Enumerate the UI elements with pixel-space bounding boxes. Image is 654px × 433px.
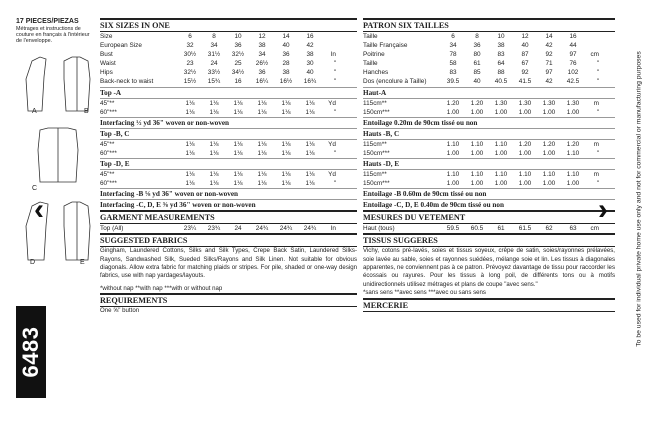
row-label: Poitrine [363, 51, 385, 59]
view-c-drawing [30, 126, 86, 186]
table-cell: 1⅛ [233, 180, 243, 188]
table-row [363, 108, 615, 117]
row-label: 150cm*** [363, 180, 390, 188]
table-cell: 32½ [231, 51, 245, 59]
view-label-a: A [32, 108, 37, 115]
table-row [363, 224, 615, 233]
table-cell: 14 [282, 33, 290, 40]
table-cell: 92 [545, 51, 553, 59]
unit-cell: " [596, 69, 599, 77]
table-cell: 1⅛ [185, 170, 195, 178]
top-bc-heading: Top -B, C [100, 128, 357, 140]
table-cell: 16¼ [255, 78, 269, 86]
unit-cell: In [330, 225, 336, 233]
table-cell: 1.00 [446, 108, 460, 116]
table-cell: 1⅛ [305, 180, 315, 188]
unit-cell: Yd [328, 140, 336, 148]
row-label: 45"** [100, 170, 115, 178]
suggested-fabrics-heading: SUGGESTED FABRICS [100, 233, 357, 247]
view-label-d: D [30, 259, 36, 266]
nap-legend: *without nap **with nap ***with or without nap [100, 284, 223, 292]
table-row [363, 77, 615, 86]
table-cell: 6 [188, 33, 192, 40]
row-label: Dos (encolure à Taille) [363, 78, 427, 86]
table-cell: 40 [306, 69, 314, 77]
unit-cell: Yd [328, 170, 336, 178]
table-cell: 1⅛ [257, 180, 267, 188]
table-cell: 1⅛ [257, 170, 267, 178]
unit-cell: " [596, 108, 599, 116]
sizes-heading: SIX SIZES IN ONE [100, 18, 357, 32]
table-cell: 63 [569, 225, 577, 233]
table-cell: 1.10 [446, 140, 460, 148]
table-row [100, 50, 357, 59]
table-cell: 34 [210, 42, 218, 50]
row-label: Bust [100, 51, 113, 59]
table-cell: 30½ [183, 51, 197, 59]
table-row [363, 32, 615, 41]
table-cell: 67 [521, 60, 529, 68]
table-cell: 23 [186, 60, 194, 68]
table-row [100, 77, 357, 86]
unit-cell: In [330, 51, 336, 59]
table-cell: 24¾ [255, 225, 269, 233]
row-label: 60"*** [100, 180, 117, 188]
table-cell: 1⅛ [185, 140, 195, 148]
row-label: Taille [363, 60, 378, 68]
table-cell: 1.10 [494, 170, 508, 178]
interfacing-a: Interfacing ½ yd 36" woven or non-woven [100, 117, 357, 128]
table-row [363, 50, 615, 59]
table-cell: 1⅛ [185, 99, 195, 107]
table-cell: 28 [282, 60, 290, 68]
table-cell: 1.00 [542, 108, 556, 116]
interfacing-cde: Interfacing -C, D, E ⅜ yd 36" woven or non-woven [100, 199, 357, 210]
table-cell: 1⅛ [281, 108, 291, 116]
row-label: 115cm** [363, 140, 387, 148]
table-cell: 58 [449, 60, 457, 68]
prev-image-button[interactable]: ‹ [34, 193, 44, 226]
row-label: 115cm** [363, 99, 387, 107]
unit-cell: m [593, 99, 599, 107]
table-cell: 1.20 [470, 99, 484, 107]
garment-measurements-heading: GARMENT MEASUREMENTS [100, 210, 357, 224]
row-label: 60"*** [100, 149, 117, 157]
table-cell: 1⅛ [233, 99, 243, 107]
table-cell: 24¾ [279, 225, 293, 233]
table-cell: 31½ [207, 51, 221, 59]
table-row [100, 224, 357, 233]
table-cell: 60.5 [470, 225, 484, 233]
table-cell: 12 [521, 33, 529, 40]
view-label-b: B [84, 108, 89, 115]
table-cell: 16 [234, 78, 242, 86]
table-cell: 12 [258, 33, 266, 40]
table-cell: 1⅛ [257, 140, 267, 148]
sizes-table [100, 32, 357, 87]
table-cell: 92 [521, 69, 529, 77]
table-cell: 1.00 [518, 108, 532, 116]
sens-legend: *sans sens **avec sens ***avec ou sans sens [363, 289, 486, 297]
row-label: Waist [100, 60, 116, 68]
table-cell: 1.10 [470, 140, 484, 148]
table-cell: 24 [210, 60, 218, 68]
table-cell: 1.00 [446, 149, 460, 157]
unit-cell: " [596, 180, 599, 188]
unit-cell: " [333, 108, 336, 116]
top-de-heading: Top -D, E [100, 158, 357, 170]
row-label: Top (All) [100, 225, 124, 233]
table-cell: 44 [569, 42, 577, 50]
row-label: 150cm*** [363, 149, 390, 157]
table-cell: 83 [497, 51, 505, 59]
top-de-yardage [100, 170, 357, 188]
tissus-text: Vichy, cotons pré-lavés, soies et tissus soyeux, crêpe de satin, soies/rayonnes prélavées, soie lavée au sable, soies et rayonnes suédées, mélange soie et lin. Les tissus à diagonales apparentes, ne conviennent pas à ce patron. Prévoyez davantage de tissu pour raccorder les écossais ou rayures. Pour les tissus à long poil, de différents tons ou à motifs unidirectionnels utilisez métrages et plans de coupe "avec sens." [363, 247, 615, 288]
haut-a-heading: Haut-A [363, 87, 615, 99]
row-label: 60"*** [100, 108, 117, 116]
next-image-button[interactable]: › [598, 193, 608, 226]
table-cell: 1.00 [470, 149, 484, 157]
unit-cell [585, 41, 599, 50]
table-cell: 1.10 [566, 170, 580, 178]
table-row [100, 59, 357, 68]
view-label-c: C [32, 185, 38, 192]
table-cell: 42.5 [566, 78, 580, 86]
table-cell: 1⅛ [305, 149, 315, 157]
haut-bc-metrage [363, 140, 615, 158]
table-row [363, 179, 615, 188]
table-cell: 38 [497, 42, 505, 50]
unit-cell: " [333, 149, 336, 157]
unit-cell: " [596, 149, 599, 157]
table-cell: 1⅛ [281, 99, 291, 107]
table-row [363, 99, 615, 108]
table-cell: 1⅛ [257, 108, 267, 116]
table-row [100, 108, 357, 117]
table-cell: 1⅛ [209, 149, 219, 157]
table-cell: 61 [473, 60, 481, 68]
garment-measurements [100, 224, 357, 233]
piece-count: 17 PIECES/PIEZAS [16, 18, 79, 25]
table-cell: 1.10 [542, 170, 556, 178]
table-cell: 15½ [183, 78, 197, 86]
table-cell: 1⅛ [257, 99, 267, 107]
mercerie-heading: MERCERIE [363, 298, 615, 312]
table-cell: 42 [545, 78, 553, 86]
haut-a-metrage [363, 99, 615, 117]
table-cell: 16¾ [303, 78, 317, 86]
table-row [100, 99, 357, 108]
table-cell: 10 [234, 33, 242, 40]
table-cell: 1.00 [494, 108, 508, 116]
table-cell: 1⅛ [305, 170, 315, 178]
table-cell: 34 [449, 42, 457, 50]
table-cell: 1.10 [470, 170, 484, 178]
pattern-number: 6483 [18, 326, 43, 378]
table-cell: 16½ [279, 78, 293, 86]
view-label-e: E [80, 259, 85, 266]
table-cell: 1.00 [542, 149, 556, 157]
table-cell: 16 [569, 33, 577, 40]
table-cell: 24 [234, 225, 242, 233]
table-cell: 40 [521, 42, 529, 50]
table-cell: 36 [473, 42, 481, 50]
table-cell: 1.00 [518, 149, 532, 157]
table-cell: 1⅛ [233, 140, 243, 148]
table-cell: 1⅛ [257, 149, 267, 157]
row-label: European Size [100, 42, 142, 50]
haut-bc-heading: Hauts -B, C [363, 128, 615, 140]
table-cell: 41.5 [518, 78, 532, 86]
table-cell: 61.5 [518, 225, 532, 233]
unit-cell: " [333, 78, 336, 86]
french-panel [363, 18, 615, 312]
table-cell: 39.5 [446, 78, 460, 86]
entoilage-b: Entoilage -B 0.60m de 90cm tissé ou non [363, 188, 615, 199]
table-cell: 62 [545, 225, 553, 233]
table-row [100, 149, 357, 158]
tailles-heading: PATRON SIX TAILLES [363, 18, 615, 32]
table-cell: 42 [545, 42, 553, 50]
table-cell: 36 [258, 69, 266, 77]
requirements-heading: REQUIREMENTS [100, 293, 357, 307]
unit-cell: " [596, 60, 599, 68]
table-cell: 30 [306, 60, 314, 68]
top-bc-yardage [100, 140, 357, 158]
haut-de-heading: Hauts -D, E [363, 158, 615, 170]
table-cell: 88 [497, 69, 505, 77]
top-a-heading: Top -A [100, 87, 357, 99]
suggested-fabrics-text: Gingham, Laundered Cottons, Silks and Silk Types, Crepe Back Satin, Laundered Silks-Rayons, Sandwashed Silk, Sueded Silks/Rayons and Silk Linen. Not suitable for obvious diagonals. Allow extra fabric for matching plaids or stripes. For pile, shaded or one-way design fabrics, use with nap yardages/layouts. [100, 247, 357, 280]
table-cell: 40 [473, 78, 481, 86]
table-row [100, 170, 357, 179]
table-cell: 36 [282, 51, 290, 59]
table-cell: 1.00 [470, 180, 484, 188]
table-row [363, 140, 615, 149]
table-cell: 40 [282, 42, 290, 50]
table-cell: 1⅛ [305, 99, 315, 107]
table-cell: 1⅛ [281, 180, 291, 188]
table-cell: 1⅛ [209, 180, 219, 188]
requirements-text: One ⅝" button [100, 307, 140, 315]
unit-cell: m [593, 170, 599, 178]
top-a-yardage [100, 99, 357, 117]
unit-cell: " [596, 78, 599, 86]
table-cell: 32½ [183, 69, 197, 77]
table-row [100, 41, 357, 50]
table-cell: 42 [306, 42, 314, 50]
table-cell: 24¾ [303, 225, 317, 233]
unit-cell: " [333, 69, 336, 77]
table-cell: 85 [473, 69, 481, 77]
table-cell: 1⅛ [233, 170, 243, 178]
tissus-heading: TISSUS SUGGERES [363, 233, 615, 247]
table-cell: 1.00 [494, 180, 508, 188]
table-cell: 61 [497, 225, 505, 233]
table-cell: 1.00 [518, 180, 532, 188]
table-cell: 1⅛ [185, 108, 195, 116]
table-cell: 1.10 [494, 140, 508, 148]
row-label: 45"** [100, 140, 115, 148]
entoilage-cde: Entoilage -C, D, E 0.40m de 90cm tissé ou non [363, 199, 615, 210]
table-cell: 1.30 [542, 99, 556, 107]
table-cell: 32 [186, 42, 194, 50]
table-cell: 34 [258, 51, 266, 59]
table-cell: 6 [451, 33, 455, 40]
haut-de-metrage [363, 170, 615, 188]
table-cell: 80 [473, 51, 481, 59]
unit-cell: m [593, 140, 599, 148]
table-cell: 1.20 [566, 140, 580, 148]
row-label: Hips [100, 69, 113, 77]
table-cell: 71 [545, 60, 553, 68]
table-row [363, 149, 615, 158]
table-cell: 1.10 [518, 170, 532, 178]
table-cell: 1.00 [494, 149, 508, 157]
table-cell: 1.20 [446, 99, 460, 107]
unit-cell: " [333, 60, 336, 68]
table-cell: 38 [258, 42, 266, 50]
table-cell: 1.30 [518, 99, 532, 107]
unit-cell [585, 32, 599, 41]
tailles-table [363, 32, 615, 87]
table-row [100, 68, 357, 77]
unit-cell [322, 41, 336, 50]
table-row [363, 68, 615, 77]
table-cell: 1⅛ [305, 140, 315, 148]
table-cell: 97 [545, 69, 553, 77]
table-cell: 36 [234, 42, 242, 50]
table-cell: 1⅛ [305, 108, 315, 116]
unit-cell: cm [590, 51, 599, 59]
english-panel [100, 18, 357, 316]
table-row [100, 32, 357, 41]
row-label: Haut (tous) [363, 225, 395, 233]
table-cell: 1.00 [470, 108, 484, 116]
table-cell: 1⅛ [233, 149, 243, 157]
unit-cell: cm [590, 225, 599, 233]
table-cell: 26½ [255, 60, 269, 68]
table-cell: 1.00 [542, 180, 556, 188]
table-cell: 14 [545, 33, 553, 40]
unit-cell [322, 32, 336, 41]
pattern-info [16, 18, 96, 45]
table-cell: 83 [449, 69, 457, 77]
table-cell: 40.5 [494, 78, 508, 86]
mesures-vetement [363, 224, 615, 233]
table-cell: 1⅛ [185, 149, 195, 157]
table-cell: 1⅛ [209, 99, 219, 107]
mesures-heading: MESURES DU VETEMENT [363, 210, 615, 224]
table-cell: 23¼ [183, 225, 197, 233]
table-cell: 34½ [231, 69, 245, 77]
row-label: Taille [363, 33, 378, 40]
table-cell: 38 [282, 69, 290, 77]
interfacing-b: Interfacing -B ⅝ yd 36" woven or non-woven [100, 188, 357, 199]
table-cell: 1⅛ [209, 170, 219, 178]
unit-cell: " [333, 180, 336, 188]
row-label: Taille Française [363, 42, 408, 50]
table-row [363, 41, 615, 50]
table-row [363, 170, 615, 179]
table-cell: 1.00 [446, 180, 460, 188]
table-cell: 1.10 [566, 149, 580, 157]
table-cell: 1.30 [494, 99, 508, 107]
row-label: 45"** [100, 99, 115, 107]
table-cell: 64 [497, 60, 505, 68]
row-label: 150cm*** [363, 108, 390, 116]
table-cell: 1.00 [566, 108, 580, 116]
table-cell: 25 [234, 60, 242, 68]
table-cell: 15¾ [207, 78, 221, 86]
table-cell: 16 [306, 33, 314, 40]
table-row [100, 140, 357, 149]
table-cell: 8 [475, 33, 479, 40]
pattern-number-badge [16, 306, 46, 398]
table-cell: 10 [497, 33, 505, 40]
table-row [100, 179, 357, 188]
table-cell: 76 [569, 60, 577, 68]
table-cell: 8 [212, 33, 216, 40]
table-cell: 78 [449, 51, 457, 59]
table-cell: 1⅛ [281, 140, 291, 148]
table-cell: 1.20 [518, 140, 532, 148]
row-label: Back-neck to waist [100, 78, 154, 86]
row-label: Hanches [363, 69, 389, 77]
table-cell: 1⅛ [281, 149, 291, 157]
table-cell: 87 [521, 51, 529, 59]
entoilage-a: Entoilage 0.20m de 90cm tissé ou non [363, 117, 615, 128]
table-cell: 97 [569, 51, 577, 59]
view-a-b-drawing [24, 55, 98, 115]
table-cell: 1⅛ [185, 180, 195, 188]
row-label: 115cm** [363, 170, 387, 178]
table-cell: 38 [306, 51, 314, 59]
table-cell: 1.30 [566, 99, 580, 107]
table-cell: 1⅛ [209, 108, 219, 116]
table-cell: 33½ [207, 69, 221, 77]
usage-disclaimer: To be used for individual private home use only and not for commercial or manufacturing purposes [635, 50, 643, 347]
table-cell: 1.10 [446, 170, 460, 178]
table-cell: 1.00 [566, 180, 580, 188]
table-cell: 1⅛ [233, 108, 243, 116]
unit-cell: Yd [328, 99, 336, 107]
table-cell: 23¾ [207, 225, 221, 233]
table-cell: 59.5 [446, 225, 460, 233]
french-instructions-note: Métrages et instructions de couture en français à l'intérieur de l'enveloppe. [16, 26, 90, 45]
row-label: Size [100, 33, 113, 40]
table-cell: 102 [567, 69, 579, 77]
table-cell: 1⅛ [209, 140, 219, 148]
table-row [363, 59, 615, 68]
table-cell: 1⅛ [281, 170, 291, 178]
table-cell: 1.20 [542, 140, 556, 148]
